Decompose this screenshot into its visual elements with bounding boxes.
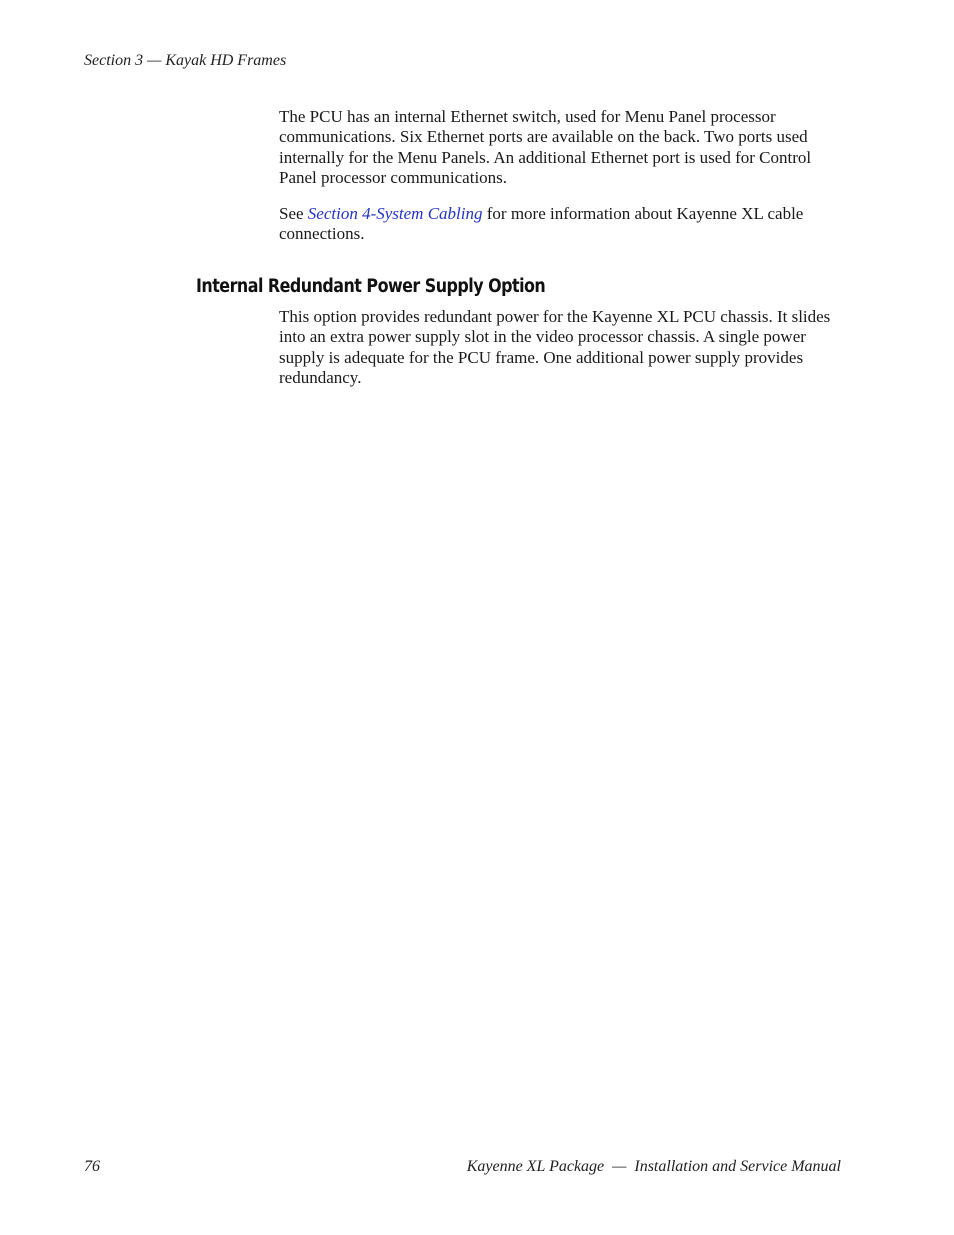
reference-prefix: See: [279, 204, 308, 223]
section-4-cross-reference-link[interactable]: Section 4-System Cabling: [307, 204, 483, 223]
reference-suffix: for more information about Kayenne XL cable connections.: [279, 204, 804, 244]
body-paragraph-cabling-reference: [279, 204, 841, 245]
running-header: Section 3 — Kayak HD Frames: [84, 52, 287, 69]
page-number: 76: [84, 1158, 100, 1175]
body-paragraph-power-supply: This option provides redundant power for the Kayenne XL PCU chassis. It slides into an extra power supply slot in the video processor chassis. A single power supply is adequate for the PCU frame. One additional power supply provides redundancy.: [279, 307, 831, 387]
section-heading: Internal Redundant Power Supply Option: [196, 276, 546, 297]
body-paragraph-ethernet: The PCU has an internal Ethernet switch, used for Menu Panel processor communications. Six Ethernet ports are available on the back. Two ports used internally for the Menu Panels. An additional Ethernet port is used for Control Panel processor communications.: [279, 107, 812, 187]
footer-document-title: Kayenne XL Package — Installation and Service Manual: [466, 1158, 841, 1175]
